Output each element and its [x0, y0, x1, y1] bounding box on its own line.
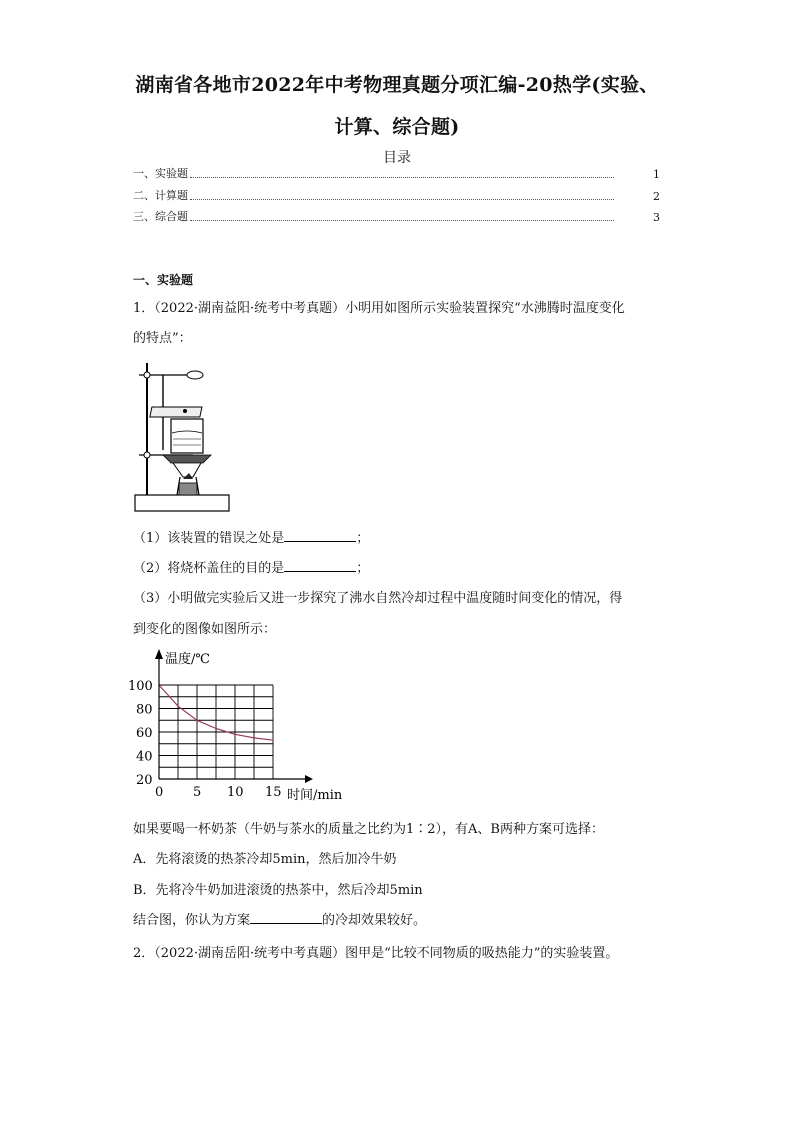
q1-part1 — [133, 527, 369, 546]
toc-label: 一、实验题 — [133, 167, 188, 180]
y-tick-label: 100 — [128, 679, 153, 694]
toc-item-experiment[interactable] — [133, 165, 660, 181]
boiling-apparatus-figure — [133, 355, 233, 515]
q1-conclusion-text: 结合图，你认为方案 — [133, 913, 251, 928]
x-tick-label: 10 — [227, 785, 244, 800]
q1-part2 — [133, 557, 369, 576]
toc-heading: 目录 — [383, 150, 411, 166]
toc-label: 三、综合题 — [133, 210, 188, 223]
q1-intro-cont: 的特点”： — [133, 331, 192, 346]
cooling-curve-chart — [125, 645, 365, 805]
toc-page: 1 — [653, 168, 660, 181]
y-tick-label: 40 — [136, 749, 153, 765]
document-title: 湖南省各地市2022年中考物理真题分项汇编-20热学(实验、 — [135, 74, 659, 96]
toc-leader — [190, 177, 614, 178]
q1-conclusion-end: 的冷却效果较好。 — [322, 913, 427, 928]
q1-intro: 1．（2022·湖南益阳·统考中考真题）小明用如图所示实验装置探究“水沸腾时温度变化 — [133, 301, 625, 316]
answer-blank[interactable] — [250, 911, 322, 924]
option-b: B．先将冷牛奶加进滚烫的热茶中，然后冷却5min — [133, 883, 423, 898]
toc-page: 2 — [653, 190, 660, 203]
toc-item-calculation[interactable] — [133, 187, 660, 203]
q2-intro: 2．（2022·湖南岳阳·统考中考真题）图甲是“比较不同物质的吸热能力”的实验装置。 — [133, 946, 619, 961]
answer-blank[interactable] — [284, 559, 356, 572]
milk-tea-question: 如果要喝一杯奶茶（牛奶与茶水的质量之比约为1∶2），有A、B两种方案可选择： — [133, 822, 604, 837]
document-title-line2: 计算、综合题) — [334, 116, 460, 138]
q1-part2-end: ； — [356, 561, 370, 576]
x-axis-label: 时间/min — [287, 788, 343, 803]
toc-leader — [190, 199, 614, 200]
y-tick-label: 80 — [136, 702, 153, 718]
q1-part1-text: （1）该装置的错误之处是 — [133, 531, 285, 546]
q1-part2-text: （2）将烧杯盖住的目的是 — [133, 561, 285, 576]
x-axis-arrow — [305, 775, 313, 783]
answer-blank[interactable] — [284, 529, 356, 542]
toc-label: 二、计算题 — [133, 189, 188, 202]
q1-part3-cont: 到变化的图像如图所示： — [133, 622, 277, 637]
option-a: A．先将滚烫的热茶冷却5min，然后加冷牛奶 — [133, 852, 397, 867]
toc-item-comprehensive[interactable] — [133, 208, 660, 224]
q1-part1-end: ； — [356, 531, 370, 546]
x-tick-label: 5 — [193, 785, 202, 800]
x-tick-label: 0 — [155, 785, 164, 800]
x-tick-label: 15 — [265, 785, 282, 800]
toc-page: 3 — [653, 211, 660, 224]
y-axis-label: 温度/℃ — [165, 652, 210, 667]
y-tick-label: 20 — [136, 773, 153, 788]
y-tick-label: 60 — [136, 726, 153, 741]
q1-part3: （3）小明做完实验后又进一步探究了沸水自然冷却过程中温度随时间变化的情况，得 — [133, 591, 623, 606]
y-axis-arrow — [155, 649, 163, 659]
section-heading-experiment: 一、实验题 — [133, 273, 194, 287]
toc-leader — [190, 220, 614, 221]
q1-conclusion — [133, 909, 426, 928]
